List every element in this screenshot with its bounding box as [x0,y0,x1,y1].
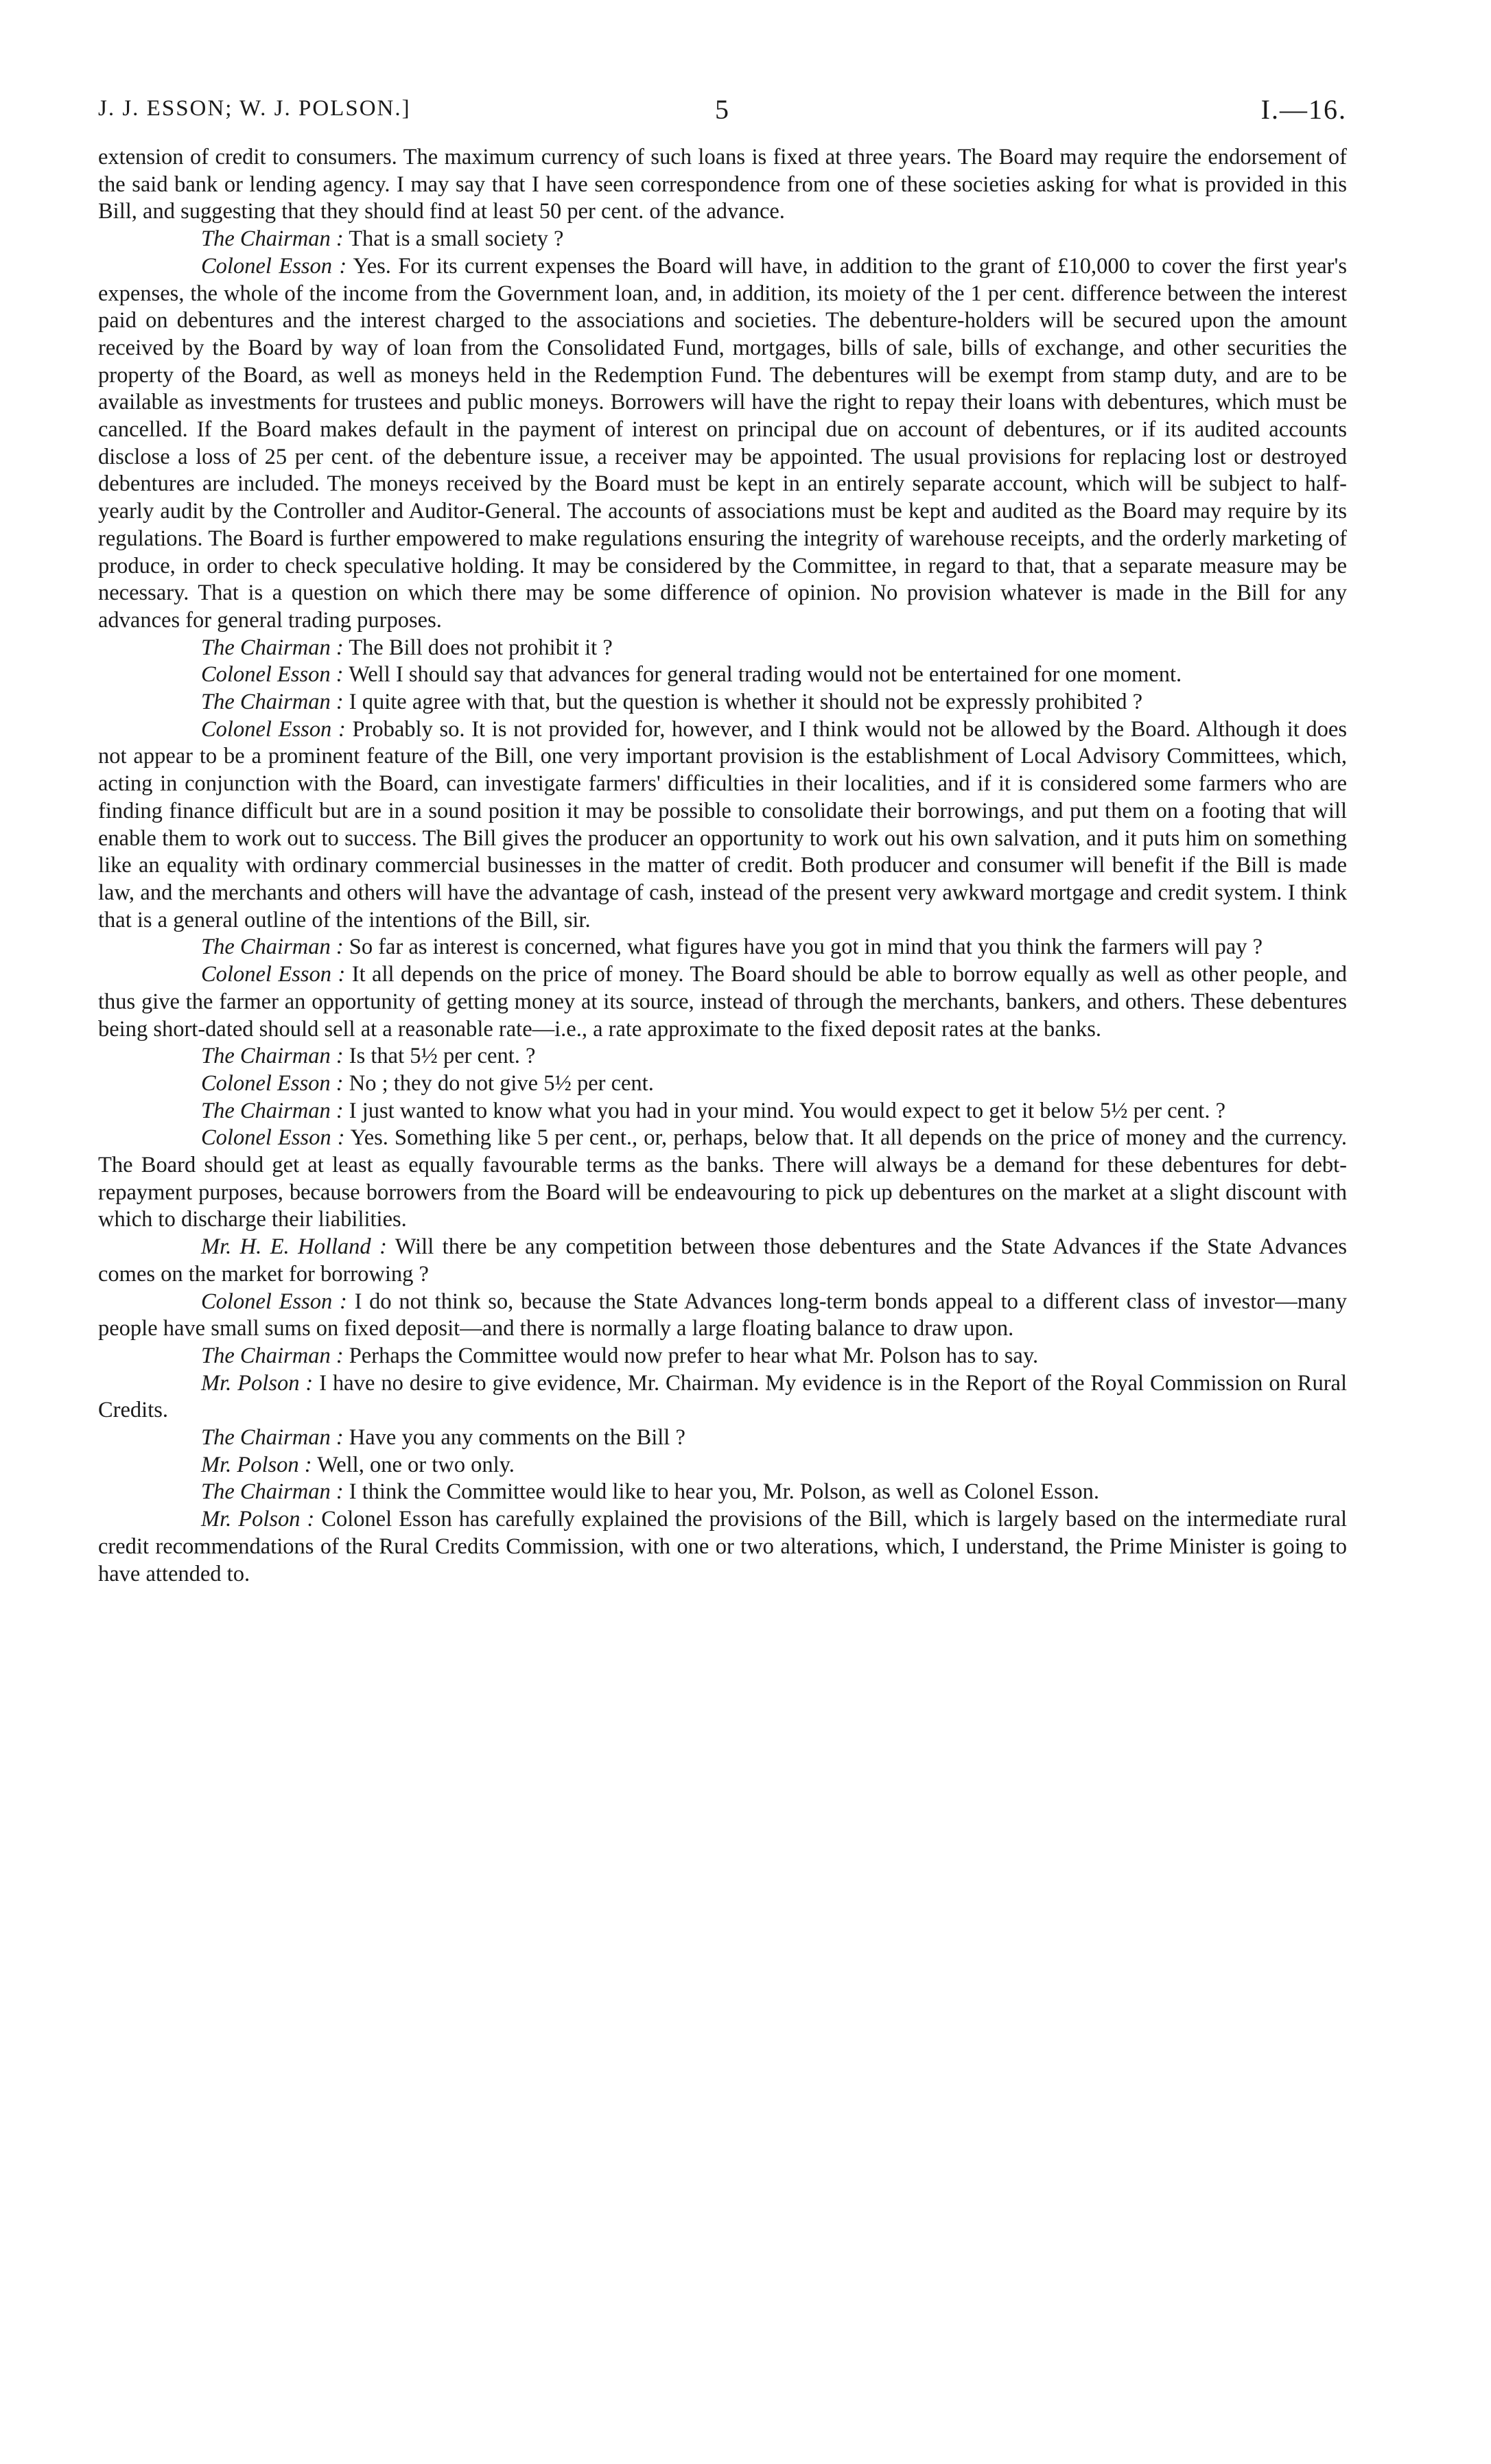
speaker: Colonel Esson : [201,716,346,742]
speaker: Colonel Esson : [201,1289,347,1314]
paragraph-text: Probably so. It is not provided for, however, and I think would not be allowed by the Board. Although it does not appear to be a prominent feature of the Bill, one very important provision is the establishment of Local Advisory Committees, which, acting in conjunction with the Board, can investigate farmers' difficulties in their localities, and if it is considered some farmers who are finding finance difficult but are in a sound position it may be possible to consolidate their borrowings, and put them on a footing that will enable them to work out to success. The Bill gives the producer an opportunity to work out his own salvation, and it puts him on something like an equality with ordinary commercial businesses in the matter of credit. Both producer and consumer will benefit if the Bill is made law, and the merchants and others will have the advantage of cash, instead of the present very awkward mortgage and credit system. I think that is a general outline of the intentions of the Bill, sir. [98,716,1348,932]
paragraph [98,144,1347,226]
paragraph-text: I quite agree with that, but the question is whether it should not be expressly prohibited ? [349,690,1142,715]
paragraph [98,1424,1347,1452]
paragraph [98,1043,1347,1070]
paragraph-text: The Bill does not prohibit it ? [349,635,613,660]
paragraph [98,716,1347,935]
speaker: Mr. H. E. Holland : [201,1234,387,1260]
paragraph-text: I just wanted to know what you had in your mind. You would expect to get it below 5½ per cent. ? [349,1098,1226,1123]
evidence-text [98,144,1347,1588]
speaker: Colonel Esson : [201,962,346,987]
paragraph-text: Perhaps the Committee would now prefer to hear what Mr. Polson has to say. [349,1343,1039,1368]
speaker: The Chairman : [201,1343,344,1368]
document-page [98,96,1347,1588]
paragraph [98,253,1347,635]
paragraph-text: That is a small society ? [349,226,564,252]
paragraph [98,1234,1347,1288]
paragraph-text: Yes. Something like 5 per cent., or, perhaps, below that. It all depends on the price of money and the currency. The Board should get at least as equally favourable terms as the banks. There will always be a demand for these debentures for debt-repayment purposes, because borrowers from the Board will be endeavouring to pick up debentures on the market at a slight discount with which to discharge their liabilities. [98,1125,1348,1232]
paragraph-text: Well I should say that advances for general trading would not be entertained for one moment. [349,662,1182,688]
speaker: The Chairman : [201,935,344,960]
paragraph-text: Will there be any competition between those debentures and the State Advances if the State Advances comes on the market for borrowing ? [98,1234,1348,1287]
paragraph [98,661,1347,689]
paragraph [98,1070,1347,1098]
page-number: 5 [715,94,730,125]
paragraph-text: Yes. For its current expenses the Board will have, in addition to the grant of £10,000 to cover the first year's expenses, the whole of the income from the Government loan, and, in addition, its moiety of the 1 per cent. difference between the interest paid on debentures and the interest charged to the associations and societies. The debenture-holders will be secured upon the amount received by the Board by way of loan from the Consolidated Fund, mortgages, bills of sale, bills of exchange, and other securities the property of the Board, as well as moneys held in the Redemption Fund. The debentures will be exempt from stamp duty, and are to be available as investments for trustees and public moneys. Borrowers will have the right to repay their loans with debentures, which must be cancelled. If the Board makes default in the payment of interest on principal due on account of debentures, or if its audited accounts disclose a loss of 25 per cent. of the debenture issue, a receiver may be appointed. The usual provisions for replacing lost or destroyed debentures are included. The moneys received by the Board must be kept in an entirely separate account, which will be subject to half-yearly audit by the Controller and Auditor-General. The accounts of associations must be kept and audited as the Board may require by its regulations. The Board is further empowered to make regulations ensuring the integrity of warehouse receipts, and the orderly marketing of produce, in order to check speculative holding. It may be considered by the Committee, in regard to that, that a separate measure may be necessary. That is a question on which there may be some difference of opinion. No provision whatever is made in the Bill for any advances for general trading purposes. [98,253,1348,633]
speaker: The Chairman : [201,635,344,660]
speaker: Mr. Polson : [201,1507,315,1532]
paragraph [98,1289,1347,1343]
speaker: Mr. Polson : [201,1370,314,1396]
paragraph [98,689,1347,716]
paragraph-text: extension of credit to consumers. The maximum currency of such loans is fixed at three years. The Board may require the endorsement of the said bank or lending agency. I may say that I have seen correspondence from one of these societies asking for what is provided in this Bill, and suggesting that they should find at least 50 per cent. of the advance. [98,145,1347,224]
header-witnesses: J. J. ESSON; W. J. POLSON.] [98,96,411,121]
speaker: Mr. Polson : [201,1452,312,1477]
paragraph-text: I think the Committee would like to hear you, Mr. Polson, as well as Colonel Esson. [349,1479,1099,1505]
paragraph-text: No ; they do not give 5½ per cent. [349,1070,654,1096]
paragraph-text: Well, one or two only. [317,1452,515,1477]
running-head [98,96,1347,137]
paragraph-text: It all depends on the price of money. The Board should be able to borrow equally as well as other people, and thus give the farmer an opportunity of getting money at its source, instead of through the merchants, bankers, and others. These debentures being short-dated should sell at a reasonable rate—i.e., a rate approximate to the fixed deposit rates at the banks. [98,962,1347,1042]
speaker: The Chairman : [201,1044,344,1069]
paragraph-text: Is that 5½ per cent. ? [349,1044,536,1069]
paragraph [98,226,1347,253]
paragraph [98,1125,1347,1234]
speaker: The Chairman : [201,1098,344,1123]
paragraph [98,1343,1347,1370]
paper-reference: I.—16. [1260,94,1347,125]
paragraph [98,1452,1347,1479]
paragraph [98,1098,1347,1125]
speaker: The Chairman : [201,226,344,252]
speaker: The Chairman : [201,1479,344,1505]
speaker: Colonel Esson : [201,662,344,688]
paragraph [98,635,1347,662]
speaker: The Chairman : [201,1425,344,1451]
paragraph-text: Colonel Esson has carefully explained the provisions of the Bill, which is largely based on the intermediate rural credit recommendations of the Rural Credits Commission, with one or two alterations, which, I understand, the Prime Minister is going to have attended to. [98,1507,1348,1586]
speaker: Colonel Esson : [201,1125,345,1151]
paragraph [98,1370,1347,1424]
speaker: The Chairman : [201,690,344,715]
paragraph [98,1479,1347,1506]
paragraph [98,934,1347,961]
speaker: Colonel Esson : [201,1070,344,1096]
paragraph-text: Have you any comments on the Bill ? [349,1425,685,1451]
paragraph [98,1506,1347,1588]
paragraph-text: I do not think so, because the State Advances long-term bonds appeal to a different class of investor—many people have small sums on fixed deposit—and there is normally a large floating balance to draw upon. [98,1289,1347,1341]
speaker: Colonel Esson : [201,253,347,279]
paragraph-text: So far as interest is concerned, what figures have you got in mind that you think the farmers will pay ? [349,935,1263,960]
paragraph-text: I have no desire to give evidence, Mr. Chairman. My evidence is in the Report of the Royal Commission on Rural Credits. [98,1370,1347,1423]
paragraph [98,961,1347,1043]
